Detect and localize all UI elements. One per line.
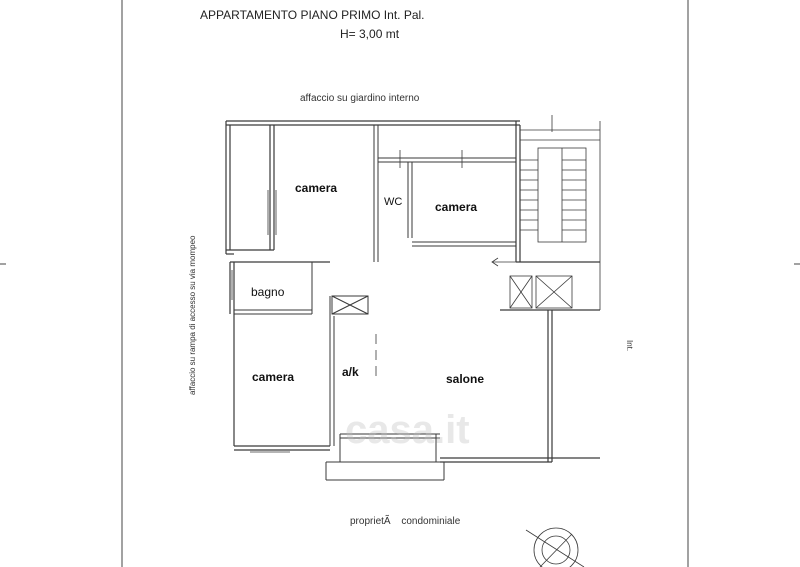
plan-title: APPARTAMENTO PIANO PRIMO Int. Pal. xyxy=(200,8,425,22)
compass-icon xyxy=(526,528,584,567)
room-camera-3: camera xyxy=(252,370,295,384)
room-salone: salone xyxy=(446,372,485,386)
room-camera-2: camera xyxy=(435,200,478,214)
room-camera-1: camera xyxy=(295,181,338,195)
room-bagno: bagno xyxy=(251,285,285,299)
watermark-logo: casa.it xyxy=(345,408,470,452)
note-bottom: proprietÃ condominiale xyxy=(350,516,461,527)
staircase xyxy=(492,121,600,310)
windows xyxy=(232,115,552,452)
ceiling-height: H= 3,00 mt xyxy=(340,27,400,41)
note-left-vertical: affaccio su rampa di accesso su via mompeo xyxy=(188,235,197,395)
note-right-vertical: Int. xyxy=(625,340,634,352)
note-top: affaccio su giardino interno xyxy=(300,93,420,104)
room-ak: a/k xyxy=(342,365,359,379)
room-wc: WC xyxy=(384,196,403,208)
